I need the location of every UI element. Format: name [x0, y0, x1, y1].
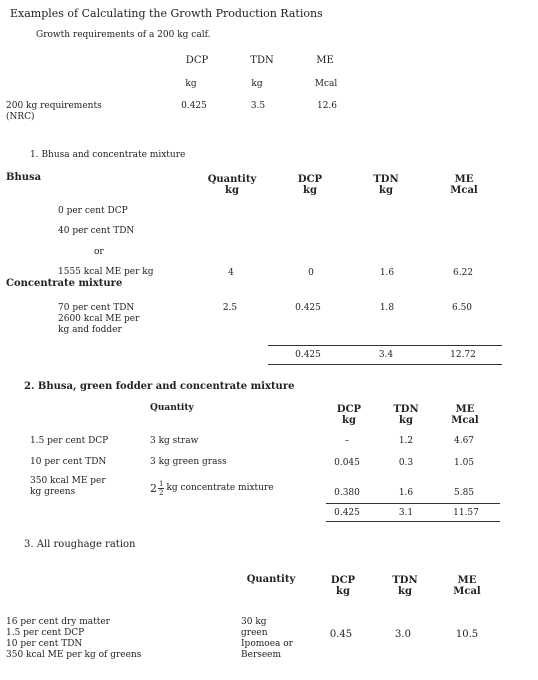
concentrate-mixture-label: Concentrate mixture	[6, 278, 123, 289]
concentrate-lines: 70 per cent TDN 2600 kcal ME per kg and fodder	[58, 303, 140, 335]
page-title: Examples of Calculating the Growth Production Rations	[10, 7, 323, 20]
req-value-dcp: 0.425	[181, 101, 207, 111]
section2-total-tdn: 3.1	[398, 508, 414, 518]
bhusa-tdn: 1.6	[379, 268, 395, 278]
bhusa-dcp: 0	[308, 268, 314, 278]
section2-row1-me: 4.67	[453, 436, 475, 446]
section2-title: 2. Bhusa, green fodder and concentrate mixture	[24, 381, 295, 392]
bhusa-dcp-line: 0 per cent DCP	[58, 206, 128, 216]
section3-labels: 16 per cent dry matter 1.5 per cent DCP 10 per cent TDN 350 kcal ME per kg of greens	[6, 617, 142, 660]
section2-row3-quantity	[150, 480, 274, 497]
req-row-label: 200 kg requirements (NRC)	[6, 101, 102, 122]
section2-total-rule-bottom	[326, 521, 500, 522]
section2-header-quantity: Quantity	[150, 403, 194, 413]
section2-row3-me: 5.85	[453, 488, 475, 498]
section3-dcp: 0.45	[329, 629, 353, 640]
section1-total-tdn: 3.4	[378, 350, 394, 360]
concentrate-dcp: 0.425	[295, 303, 321, 313]
section1-header-me: ME Mcal	[450, 174, 478, 196]
concentrate-tdn: 1.8	[379, 303, 395, 313]
bhusa-quantity: 4	[228, 268, 234, 278]
section2-row3-tdn: 1.6	[398, 488, 414, 498]
section3-tdn: 3.0	[395, 629, 411, 640]
req-unit-dcp: kg	[185, 79, 197, 89]
section2-row2-label: 10 per cent TDN	[30, 457, 107, 467]
section2-row3-dcp: 0.380	[334, 488, 360, 498]
section3-me: 10.5	[455, 629, 479, 640]
section2-row2-dcp: 0.045	[334, 458, 360, 468]
fraction	[158, 480, 164, 497]
req-header-tdn: TDN	[250, 55, 274, 66]
fraction-denominator: 2	[159, 489, 164, 497]
section3-header-me: ME Mcal	[453, 575, 481, 597]
bhusa-or-line: or	[94, 247, 104, 257]
bhusa-me-line: 1555 kcal ME per kg	[58, 267, 154, 277]
section2-row2-me: 1.05	[453, 458, 475, 468]
section2-row1-dcp: –	[344, 436, 350, 446]
section1-total-dcp: 0.425	[295, 350, 321, 360]
section2-row3-label: 350 kcal ME per kg greens	[30, 476, 106, 497]
quantity-whole: 2	[150, 482, 157, 495]
section3-header-tdn: TDN kg	[392, 575, 418, 597]
section1-header-dcp: DCP kg	[297, 174, 323, 196]
section2-header-tdn: TDN kg	[393, 404, 419, 426]
section2-total-dcp: 0.425	[334, 508, 360, 518]
section1-title: 1. Bhusa and concentrate mixture	[30, 150, 186, 160]
section3-header-quantity: Quantity	[246, 574, 296, 585]
concentrate-me: 6.50	[451, 303, 473, 313]
req-unit-tdn: kg	[251, 79, 263, 89]
section2-row2-quantity: 3 kg green grass	[150, 457, 227, 467]
section2-row1-quantity: 3 kg straw	[150, 436, 199, 446]
section1-col-bhusa: Bhusa	[6, 172, 42, 183]
section3-title: 3. All roughage ration	[24, 539, 136, 550]
section1-header-quantity: Quantity kg	[207, 174, 257, 196]
section1-header-tdn: TDN kg	[373, 174, 399, 196]
bhusa-me: 6.22	[452, 268, 474, 278]
req-value-me: 12.6	[316, 101, 338, 111]
req-unit-me: Mcal	[314, 79, 338, 89]
req-header-dcp: DCP	[185, 55, 209, 66]
section1-total-rule-bottom	[268, 364, 502, 365]
section3-quantity: 30 kg green Ipomoea or Berseem	[241, 617, 293, 660]
quantity-text: kg concentrate mixture	[166, 483, 274, 493]
concentrate-quantity: 2.5	[222, 303, 238, 313]
section2-header-me: ME Mcal	[451, 404, 479, 426]
section1-total-me: 12.72	[450, 350, 476, 360]
section2-row1-tdn: 1.2	[398, 436, 414, 446]
section2-row1-label: 1.5 per cent DCP	[30, 436, 109, 446]
page-subtitle: Growth requirements of a 200 kg calf.	[36, 30, 211, 40]
fraction-numerator: 1	[159, 480, 164, 488]
bhusa-tdn-line: 40 per cent TDN	[58, 226, 135, 236]
section1-total-rule-top	[268, 345, 502, 346]
section2-row2-tdn: 0.3	[398, 458, 414, 468]
section2-header-dcp: DCP kg	[336, 404, 362, 426]
req-value-tdn: 3.5	[250, 101, 266, 111]
section2-total-rule-top	[326, 503, 500, 504]
section2-total-me: 11.57	[453, 508, 479, 518]
section3-header-dcp: DCP kg	[330, 575, 356, 597]
req-header-me: ME	[316, 55, 334, 66]
